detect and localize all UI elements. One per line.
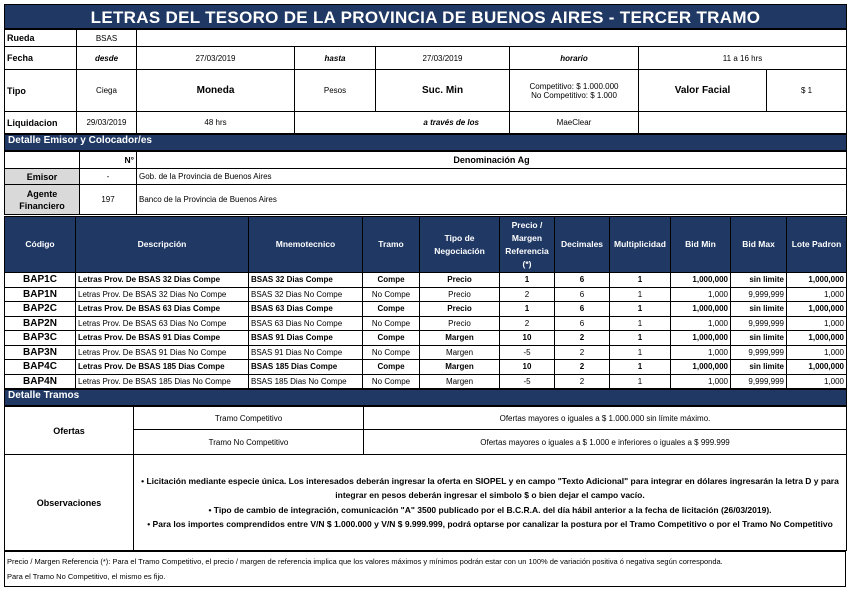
table-row <box>5 374 847 389</box>
cell-mult: 1 <box>610 374 671 389</box>
cell-bidmax: sin limite <box>731 331 787 346</box>
agente-label-1: Agente <box>26 188 58 199</box>
cell-dec: 2 <box>555 345 610 360</box>
cell-ref: -5 <box>500 345 555 360</box>
cell-bidmax: 9,999,999 <box>731 345 787 360</box>
footnote <box>4 551 846 587</box>
instruments-body <box>5 273 847 389</box>
instruments-table <box>4 216 847 389</box>
atraves-value: MaeClear <box>510 112 639 134</box>
cell-ref: 2 <box>500 316 555 331</box>
liquidacion-label: Liquidacion <box>5 112 77 134</box>
emisor-label: Emisor <box>5 169 80 185</box>
rueda-label: Rueda <box>5 30 77 47</box>
cell-tipo: Margen <box>420 331 500 346</box>
tramo-comp-label: Tramo Competitivo <box>134 407 364 430</box>
table-row <box>5 273 847 288</box>
cell-mnemo: BSAS 63 Dias No Compe <box>249 316 363 331</box>
cell-mult: 1 <box>610 302 671 317</box>
cell-bidmax: 9,999,999 <box>731 374 787 389</box>
cell-tipo: Margen <box>420 345 500 360</box>
cell-mnemo: BSAS 91 Dias Compe <box>249 331 363 346</box>
col-precio-1: Precio / <box>511 219 543 230</box>
agente-label <box>5 185 80 215</box>
cell-tipo: Precio <box>420 302 500 317</box>
cell-dec: 2 <box>555 374 610 389</box>
cell-bidmin: 1,000 <box>671 345 731 360</box>
cell-code: BAP2C <box>5 302 76 317</box>
cell-desc: Letras Prov. De BSAS 32 Dias No Compe <box>76 287 249 302</box>
cell-bidmax: sin limite <box>731 302 787 317</box>
sucmin-value <box>510 70 639 112</box>
cell-mult: 1 <box>610 345 671 360</box>
section-emisor: Detalle Emisor y Colocador/es <box>4 134 847 151</box>
cell-lote: 1,000 <box>787 374 847 389</box>
cell-code: BAP3C <box>5 331 76 346</box>
cell-desc: Letras Prov. De BSAS 91 Dias Compe <box>76 331 249 346</box>
cell-code: BAP2N <box>5 316 76 331</box>
liquidacion-hrs: 48 hrs <box>137 112 295 134</box>
cell-bidmax: sin limite <box>731 273 787 288</box>
obs-3: • Para los importes comprendidos entre V/N $ 1.000.000 y V/N $ 9.999.999, podrá optarse por canalizar la postura por el Tramo Competitivo o por el Tramo No Competitivo <box>147 519 833 529</box>
col-tipo-neg-1: Tipo de <box>444 232 475 243</box>
tramo-nocomp-label: Tramo No Competitivo <box>134 430 364 455</box>
tramos-table <box>4 406 847 551</box>
section-tramos: Detalle Tramos <box>4 389 847 406</box>
cell-tramo: Compe <box>363 302 420 317</box>
col-precio-2: Margen <box>511 232 543 243</box>
cell-desc: Letras Prov. De BSAS 32 Dias Compe <box>76 273 249 288</box>
cell-desc: Letras Prov. De BSAS 91 Dias No Compe <box>76 345 249 360</box>
denom-header: Denominación Ag <box>137 152 847 169</box>
cell-tipo: Precio <box>420 287 500 302</box>
ofertas-label: Ofertas <box>5 407 134 455</box>
cell-tramo: Compe <box>363 360 420 375</box>
tipo-value: Ciega <box>77 70 137 112</box>
general-info-table <box>4 29 847 134</box>
rueda-value: BSAS <box>77 30 137 47</box>
col-lote: Lote Padron <box>787 217 847 273</box>
cell-bidmin: 1,000 <box>671 287 731 302</box>
cell-desc: Letras Prov. De BSAS 185 Dias Compe <box>76 360 249 375</box>
cell-tipo: Precio <box>420 316 500 331</box>
tipo-label: Tipo <box>5 70 77 112</box>
emisor-name: Gob. de la Provincia de Buenos Aires <box>137 169 847 185</box>
moneda-value: Pesos <box>295 70 376 112</box>
desde-label: desde <box>77 47 137 70</box>
col-bidmax: Bid Max <box>731 217 787 273</box>
cell-code: BAP1N <box>5 287 76 302</box>
observaciones-label: Observaciones <box>5 455 134 551</box>
obs-1: • Licitación mediante especie única. Los interesados deberán ingresar la oferta en SIOPEL y en campo "Texto Adicional" para integrar en dólares ingresarán la letra D y para integrar en pesos deberán ingresar el simbolo $ o bien dejar el campo vacío. <box>141 475 839 500</box>
cell-tipo: Margen <box>420 360 500 375</box>
cell-ref: 1 <box>500 302 555 317</box>
sucmin-comp: Competitivo: $ 1.000.000 <box>529 81 619 91</box>
agente-label-2: Financiero <box>19 200 65 211</box>
cell-ref: -5 <box>500 374 555 389</box>
cell-bidmin: 1,000,000 <box>671 331 731 346</box>
cell-bidmax: 9,999,999 <box>731 316 787 331</box>
col-mnemotecnico: Mnemotecnico <box>249 217 363 273</box>
table-row <box>5 360 847 375</box>
emisor-n: - <box>80 169 137 185</box>
agente-name: Banco de la Provincia de Buenos Aires <box>137 185 847 215</box>
cell-lote: 1,000 <box>787 345 847 360</box>
col-bidmin: Bid Min <box>671 217 731 273</box>
col-precio-4: (*) <box>522 258 532 269</box>
n-header: N° <box>80 152 137 169</box>
cell-bidmin: 1,000 <box>671 374 731 389</box>
obs-2: • Tipo de cambio de integración, comunicación "A" 3500 publicado por el B.C.R.A. del día hábil anterior a la fecha de licitación (26/03/2019). <box>208 504 772 515</box>
sucmin-label: Suc. Min <box>376 70 510 112</box>
table-row <box>5 316 847 331</box>
col-descripcion: Descripción <box>76 217 249 273</box>
cell-lote: 1,000,000 <box>787 360 847 375</box>
cell-mnemo: BSAS 32 Dias Compe <box>249 273 363 288</box>
footnote-line1: Precio / Margen Referencia (*): Para el Tramo Competitivo, el precio / margen de referencia implica que los valores máximos y mínimos podrán estar con un 100% de variación positiva ó negativa según corresponda. <box>7 557 723 566</box>
col-tramo: Tramo <box>363 217 420 273</box>
cell-code: BAP1C <box>5 273 76 288</box>
col-tipo-neg-2: Negociación <box>434 245 485 256</box>
col-multiplicidad: Multiplicidad <box>610 217 671 273</box>
cell-bidmin: 1,000 <box>671 316 731 331</box>
cell-mnemo: BSAS 91 Dias No Compe <box>249 345 363 360</box>
moneda-label: Moneda <box>137 70 295 112</box>
col-decimales: Decimales <box>555 217 610 273</box>
hasta-value: 27/03/2019 <box>376 47 510 70</box>
cell-code: BAP3N <box>5 345 76 360</box>
agente-n: 197 <box>80 185 137 215</box>
cell-bidmax: 9,999,999 <box>731 287 787 302</box>
cell-lote: 1,000 <box>787 316 847 331</box>
cell-lote: 1,000,000 <box>787 273 847 288</box>
page-title: LETRAS DEL TESORO DE LA PROVINCIA DE BUENOS AIRES - TERCER TRAMO <box>4 4 847 29</box>
cell-tramo: No Compe <box>363 345 420 360</box>
cell-code: BAP4N <box>5 374 76 389</box>
cell-dec: 2 <box>555 331 610 346</box>
cell-dec: 6 <box>555 316 610 331</box>
col-codigo: Código <box>5 217 76 273</box>
cell-lote: 1,000 <box>787 287 847 302</box>
cell-dec: 2 <box>555 360 610 375</box>
cell-mnemo: BSAS 32 Dias No Compe <box>249 287 363 302</box>
blank-cell <box>5 152 80 169</box>
cell-dec: 6 <box>555 302 610 317</box>
cell-bidmin: 1,000,000 <box>671 360 731 375</box>
tramo-nocomp-text: Ofertas mayores o iguales a $ 1.000 e inferiores o iguales a $ 999.999 <box>364 430 847 455</box>
cell-lote: 1,000,000 <box>787 302 847 317</box>
table-row <box>5 302 847 317</box>
footnote-line2: Para el Tramo No Competitivo, el mismo es fijo. <box>7 572 166 581</box>
cell-mult: 1 <box>610 331 671 346</box>
cell-dec: 6 <box>555 287 610 302</box>
cell-tramo: No Compe <box>363 316 420 331</box>
tramo-comp-text: Ofertas mayores o iguales a $ 1.000.000 sin límite máximo. <box>364 407 847 430</box>
horario-label: horario <box>510 47 639 70</box>
sucmin-nocomp: No Competitivo: $ 1.000 <box>531 90 617 100</box>
cell-mult: 1 <box>610 273 671 288</box>
cell-code: BAP4C <box>5 360 76 375</box>
cell-desc: Letras Prov. De BSAS 185 Dias No Compe <box>76 374 249 389</box>
valorfacial-value: $ 1 <box>767 70 847 112</box>
table-row <box>5 331 847 346</box>
cell-desc: Letras Prov. De BSAS 63 Dias No Compe <box>76 316 249 331</box>
cell-bidmin: 1,000,000 <box>671 302 731 317</box>
table-row <box>5 345 847 360</box>
cell-dec: 6 <box>555 273 610 288</box>
observaciones-text <box>134 455 847 551</box>
cell-tramo: Compe <box>363 331 420 346</box>
cell-tramo: No Compe <box>363 374 420 389</box>
cell-mult: 1 <box>610 360 671 375</box>
atraves-label: a través de los <box>295 112 510 134</box>
valorfacial-label: Valor Facial <box>639 70 767 112</box>
blank-cell <box>137 30 847 47</box>
cell-lote: 1,000,000 <box>787 331 847 346</box>
col-precio-3: Referencia <box>505 245 549 256</box>
cell-desc: Letras Prov. De BSAS 63 Dias Compe <box>76 302 249 317</box>
cell-ref: 2 <box>500 287 555 302</box>
cell-tipo: Precio <box>420 273 500 288</box>
cell-mnemo: BSAS 185 Dias No Compe <box>249 374 363 389</box>
col-precio-ref <box>500 217 555 273</box>
cell-tramo: No Compe <box>363 287 420 302</box>
cell-bidmin: 1,000,000 <box>671 273 731 288</box>
cell-mult: 1 <box>610 316 671 331</box>
emisor-table <box>4 151 847 215</box>
cell-mnemo: BSAS 63 Dias Compe <box>249 302 363 317</box>
horario-value: 11 a 16 hrs <box>639 47 847 70</box>
col-tipo-negociacion <box>420 217 500 273</box>
cell-ref: 10 <box>500 360 555 375</box>
cell-bidmax: sin limite <box>731 360 787 375</box>
cell-ref: 1 <box>500 273 555 288</box>
hasta-label: hasta <box>295 47 376 70</box>
fecha-label: Fecha <box>5 47 77 70</box>
desde-value: 27/03/2019 <box>137 47 295 70</box>
blank-cell <box>639 112 847 134</box>
cell-mult: 1 <box>610 287 671 302</box>
liquidacion-value: 29/03/2019 <box>77 112 137 134</box>
cell-mnemo: BSAS 185 Dias Compe <box>249 360 363 375</box>
cell-tipo: Margen <box>420 374 500 389</box>
cell-tramo: Compe <box>363 273 420 288</box>
cell-ref: 10 <box>500 331 555 346</box>
table-row <box>5 287 847 302</box>
